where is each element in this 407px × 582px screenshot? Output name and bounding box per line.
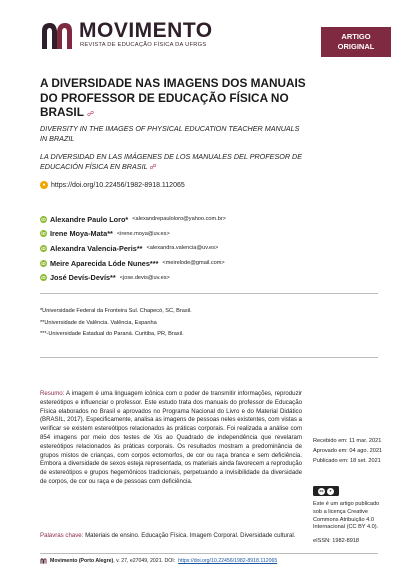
affiliation: **Universidade de Valência. Valência, Espanha [40,319,157,326]
affiliation-list [40,306,192,341]
divider [40,357,378,358]
orcid-icon[interactable]: iD [41,260,46,266]
creative-commons-icon[interactable] [313,486,339,496]
abstract-text: A imagem é uma linguagem icônica com o poder de transmitir informações, reproduzir estereótipos e influenciar o professor. Este estudo trata dos manuais do professor de Educação Física elaborados no Brasil e aprovados no Programa Nacional do Livro e do Material Didático (BRASIL, 2017). Especificamente, analisa as imagens de pessoas neles existentes, com vistas a verificar se existem estereótipos relacionados às práticas corporais. Foi realizada a análise com 854 imagens por meio dos testes de Xis ao Quadrado de independência que revelaram estereótipos relacionados às práticas corporais. Os resultados mostram a predominância de grupos mistos de crianças, com corpos ectomorfos, de cor ou raça branca e sem deficiência. Embora a diversidade de sexos esteja representada, os materiais ainda favorecem a reprodução de estereótipos e grupos hegemônicos tradicionais, perpetuando a invisibilidade da diversidade de corpos, de cor ou raça e de pessoas com deficiência. [40,390,303,485]
author-list [40,212,340,285]
keywords-label: Palavras chave: [40,532,84,539]
footer-journal: Movimento (Porto Alegre) [50,558,114,564]
article-title-text: A DIVERSIDADE NAS IMAGENS DOS MANUAIS DO PROFESSOR DE EDUCAÇÃO FÍSICA NO BRASIL [40,76,306,119]
author-affiliation-mark: * [125,214,129,224]
doi-row [40,181,185,189]
keywords [40,532,302,541]
author-affiliation-mark: ** [107,229,113,239]
movimento-logo-icon [40,21,74,51]
title-spanish [40,152,308,173]
orcid-icon[interactable]: iD [41,245,46,251]
received-date: Recebido em: 11 mar. 2021 [313,438,382,444]
abstract-label: Resumo: [40,390,65,397]
divider [40,553,378,554]
author-name: Meire Aparecida Lóde Nunes [50,258,150,268]
author-name: Irene Moya-Mata [50,229,108,239]
author-row [40,241,340,256]
orcid-icon[interactable]: iD [41,231,46,237]
orcid-icon[interactable]: iD [41,216,46,222]
author-name: Alexandre Paulo Loro [50,214,126,224]
author-email[interactable]: <alexandrepauloloro@yahoo.com.br> [132,216,226,223]
badge-line-1: ARTIGO [341,32,371,41]
license-text: Este é um artigo publicado sob a licença Creative Commons Atribuição 4.0 Internacional (CC BY 4.0). [313,501,380,531]
footer-doi-link[interactable]: https://doi.org/10.22456/1982-8918.112065 [178,558,278,564]
eissn: eISSN: 1982-8918 [313,538,360,544]
author-affiliation-mark: ** [110,273,116,283]
crossmark-icon[interactable]: ☍ [149,164,157,171]
affiliation: ***-Universidade Estadual do Paraná. Curitiba, PR, Brasil. [40,331,184,337]
author-email[interactable]: <jose.devis@uv.es> [119,274,170,281]
title-spanish-text: LA DIVERSIDAD EN LAS IMÁGENES DE LOS MANUALES DEL PROFESOR DE EDUCACIÓN FÍSICA EN BRASIL [40,152,303,171]
author-row [40,256,340,271]
author-email[interactable]: <meirelode@gmail.com> [162,260,225,267]
divider [40,293,378,294]
title-english: DIVERSITY IN THE IMAGES OF PHYSICAL EDUCATION TEACHER MANUALS IN BRAZIL [40,124,300,143]
author-email[interactable]: <irene.moya@uv.es> [116,230,170,237]
published-date: Publicado em: 18 set. 2021 [313,458,381,464]
keywords-text: Materiais de ensino. Educação Física. Imagem Corporal. Diversidade cultural. [85,532,296,539]
by-icon: ● [327,488,334,495]
movimento-logo-icon [40,558,47,564]
badge-line-2: ORIGINAL [337,42,375,51]
footer-citation-text: , v. 27, e27049, 2021. DOI: [113,558,176,564]
orcid-icon[interactable]: iD [41,275,46,281]
author-row [40,227,340,242]
journal-name: MOVIMENTO [79,19,213,42]
author-row [40,212,340,227]
doi-icon: ● [40,181,48,189]
crossmark-icon[interactable]: ☍ [86,111,95,118]
abstract [40,390,302,487]
article-type-badge [321,27,391,57]
author-affiliation-mark: *** [149,258,159,268]
cc-icon: cc [319,488,324,493]
affiliation: *Universidade Federal da Fronteira Sul. Chapecó, SC, Brasil. [40,308,192,314]
author-row [40,270,340,285]
author-name: Alexandra Valencia-Peris [50,243,137,253]
footer-citation [40,558,277,564]
journal-subtitle: REVISTA DE EDUCAÇÃO FÍSICA DA UFRGS [80,42,207,48]
author-affiliation-mark: ** [136,243,143,253]
article-title [40,76,320,123]
publication-dates [313,436,393,466]
author-name: José Devís-Devís [50,273,111,283]
approved-date: Aprovado em: 04 ago. 2021 [313,448,383,454]
doi-link[interactable]: https://doi.org/10.22456/1982-8918.112065 [51,181,185,189]
author-email[interactable]: <alexandra.valencia@uv.es> [146,245,219,252]
